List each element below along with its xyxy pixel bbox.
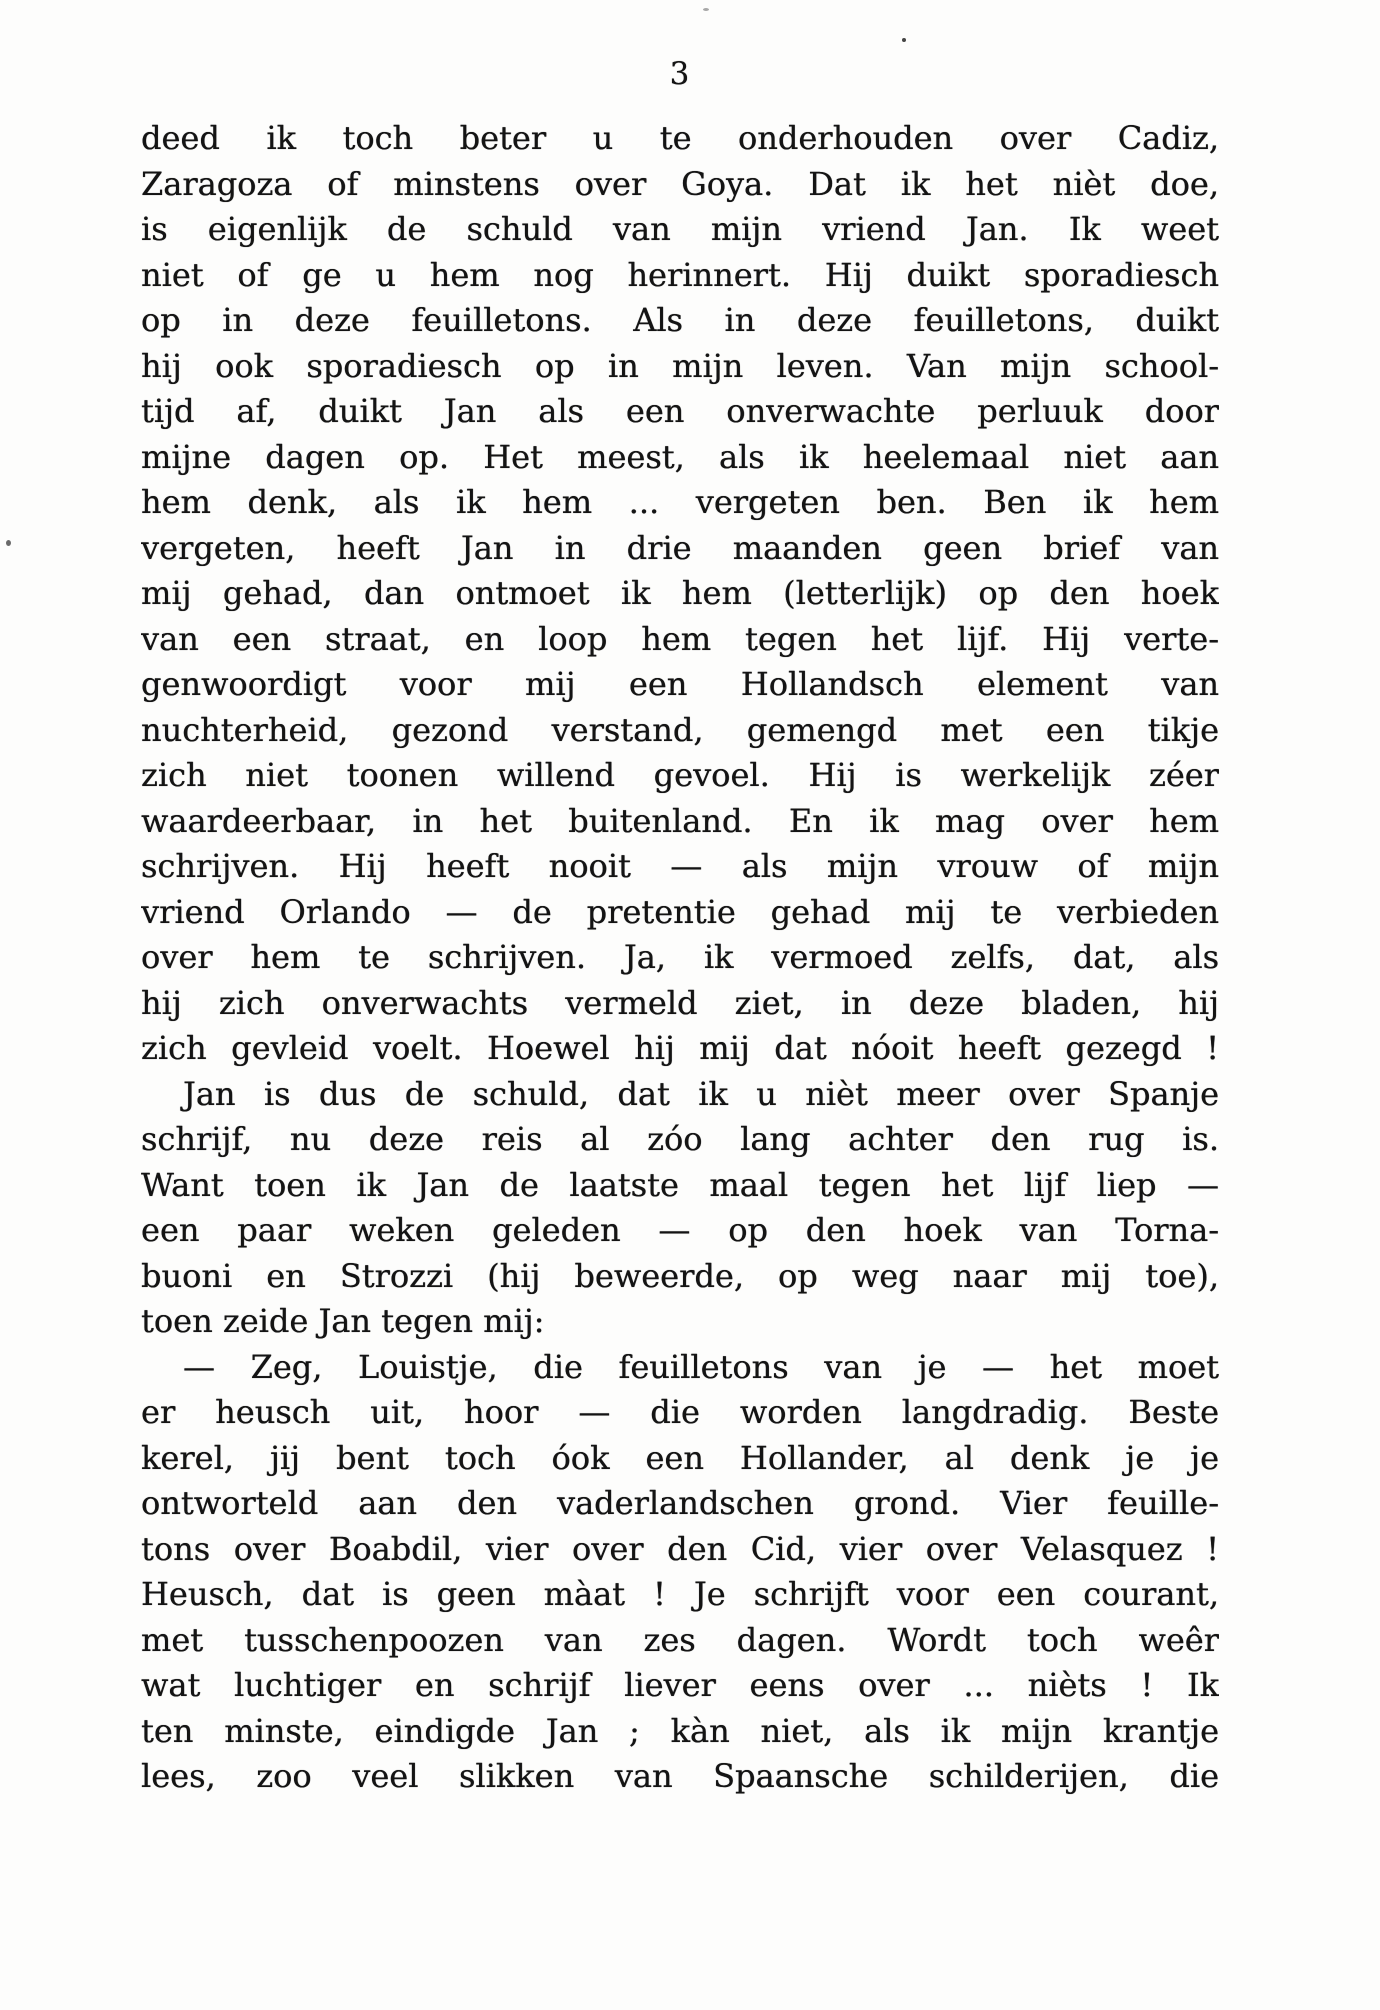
text-line: — Zeg, Louistje, die feuilletons van je — het moet: [183, 1347, 1219, 1386]
text-line: Zaragoza of minstens over Goya. Dat ik het nièt doe,: [141, 164, 1219, 203]
page-text: [141, 116, 1219, 1800]
text-line: schrijf, nu deze reis al zóo lang achter den rug is.: [141, 1120, 1219, 1158]
text-line: hij ook sporadiesch op in mijn leven. Van mijn school-: [141, 346, 1219, 385]
text-line: nuchterheid, gezond verstand, gemengd met een tikje: [141, 710, 1219, 749]
ink-speck: [6, 540, 11, 546]
text-line: mij gehad, dan ontmoet ik hem (letterlijk) op den hoek: [141, 574, 1219, 612]
text-line: tons over Boabdil, vier over den Cid, vier over Velasquez !: [141, 1529, 1219, 1568]
text-line: vriend Orlando — de pretentie gehad mij te verbieden: [141, 892, 1219, 931]
text-line: genwoordigt voor mij een Hollandsch element van: [141, 665, 1219, 703]
text-line: schrijven. Hij heeft nooit — als mijn vrouw of mijn: [141, 847, 1219, 885]
text-line: deed ik toch beter u te onderhouden over Cadiz,: [141, 119, 1219, 157]
text-line: mijne dagen op. Het meest, als ik heelemaal niet aan: [141, 437, 1219, 476]
text-line: van een straat, en loop hem tegen het lijf. Hij verte-: [141, 619, 1219, 658]
text-line: op in deze feuilletons. Als in deze feuilletons, duikt: [141, 301, 1219, 339]
text-line: niet of ge u hem nog herinnert. Hij duikt sporadiesch: [141, 255, 1219, 294]
text-line: kerel, jij bent toch óok een Hollander, al denk je je: [141, 1438, 1219, 1477]
text-line: vergeten, heeft Jan in drie maanden geen brief van: [141, 528, 1219, 567]
text-line: toen zeide Jan tegen mij:: [141, 1302, 545, 1340]
text-line: over hem te schrijven. Ja, ik vermoed zelfs, dat, als: [141, 938, 1219, 976]
text-line: met tusschenpoozen van zes dagen. Wordt toch weêr: [141, 1620, 1219, 1659]
text-line: Jan is dus de schuld, dat ik u nièt meer over Spanje: [183, 1074, 1219, 1113]
text-line: waardeerbaar, in het buitenland. En ik mag over hem: [141, 801, 1219, 840]
text-line: Want toen ik Jan de laatste maal tegen het lijf liep —: [141, 1165, 1219, 1204]
text-line: hem denk, als ik hem ... vergeten ben. Ben ik hem: [141, 483, 1219, 521]
ink-speck: [902, 38, 906, 42]
text-line: Heusch, dat is geen màat ! Je schrijft voor een courant,: [141, 1575, 1219, 1613]
text-line: wat luchtiger en schrijf liever eens over ... nièts ! Ik: [141, 1666, 1219, 1704]
ink-speck: [703, 8, 709, 11]
text-line: hij zich onverwachts vermeld ziet, in deze bladen, hij: [141, 983, 1219, 1022]
text-line: buoni en Strozzi (hij beweerde, op weg naar mij toe),: [141, 1256, 1219, 1295]
text-line: een paar weken geleden — op den hoek van Torna-: [141, 1211, 1219, 1249]
text-line: ten minste, eindigde Jan ; kàn niet, als ik mijn krantje: [141, 1711, 1219, 1750]
text-line: tijd af, duikt Jan als een onverwachte perluuk door: [141, 392, 1219, 430]
text-line: lees, zoo veel slikken van Spaansche schilderijen, die: [141, 1757, 1219, 1795]
text-line: zich gevleid voelt. Hoewel hij mij dat nóoit heeft gezegd !: [141, 1029, 1219, 1067]
text-line: is eigenlijk de schuld van mijn vriend Jan. Ik weet: [141, 210, 1219, 248]
text-line: er heusch uit, hoor — die worden langdradig. Beste: [141, 1393, 1219, 1431]
text-line: zich niet toonen willend gevoel. Hij is werkelijk zéer: [141, 756, 1219, 794]
text-line: ontworteld aan den vaderlandschen grond. Vier feuille-: [141, 1484, 1219, 1522]
page-number: 3: [669, 56, 691, 92]
